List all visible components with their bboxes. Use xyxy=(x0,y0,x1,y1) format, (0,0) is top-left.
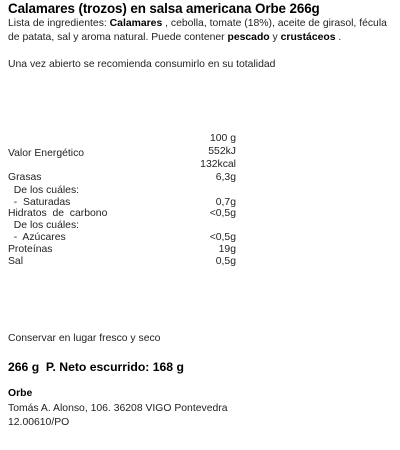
ingredients-text: , cebolla, tomate (18%), aceite de girasol, fécula de patata, sal y aroma natural. Puede contener xyxy=(8,18,387,43)
nutrition-label-fat: Grasas xyxy=(8,172,42,183)
nutrition-label-carbs: Hidratos de carbono xyxy=(8,208,108,219)
manufacturer-registry: 12.00610/PO xyxy=(8,417,70,428)
nutrition-value-salt: 0,5g xyxy=(215,256,236,267)
nutrition-label-of-which-2: De los cuáles: xyxy=(8,220,80,231)
ingredients-list xyxy=(8,17,396,44)
net-weight: 266 g P. Neto escurrido: 168 g xyxy=(8,360,184,374)
nutrition-value-fat: 6,3g xyxy=(215,172,236,183)
nutrition-value-carbs: <0,5g xyxy=(209,208,236,219)
manufacturer-address: Tomás A. Alonso, 106. 36208 VIGO Pontevedra xyxy=(8,403,228,414)
nutrition-label-salt: Sal xyxy=(8,256,24,267)
nutrition-value-sugars: <0,5g xyxy=(209,232,236,243)
ingredient-calamares: Calamares xyxy=(109,18,163,29)
nutrition-value-saturated: 0,7g xyxy=(215,197,236,208)
opened-note: Una vez abierto se recomienda consumirlo en su totalidad xyxy=(8,59,276,70)
energy-label: Valor Energético xyxy=(8,148,85,159)
nutrition-label-saturated: - Saturadas xyxy=(8,197,71,208)
storage-instructions: Conservar en lugar fresco y seco xyxy=(8,333,161,344)
ingredients-connector: y xyxy=(269,31,281,43)
product-title: Calamares (trozos) en salsa americana Orbe 266g xyxy=(8,1,320,16)
allergen-crustaceos: crustáceos xyxy=(280,31,336,43)
energy-kcal: 132kcal xyxy=(200,159,236,170)
energy-kj: 552kJ xyxy=(208,146,236,157)
ingredients-prefix: Lista de ingredientes: xyxy=(8,18,110,29)
nutrition-header: 100 g xyxy=(209,133,236,144)
nutrition-label-of-which-1: De los cuáles: xyxy=(8,185,80,196)
ingredients-end: . xyxy=(335,31,342,43)
nutrition-value-protein: 19g xyxy=(218,244,236,255)
nutrition-label-protein: Proteínas xyxy=(8,244,53,255)
nutrition-label-sugars: - Azúcares xyxy=(8,232,66,243)
manufacturer-brand: Orbe xyxy=(8,388,33,399)
allergen-pescado: pescado xyxy=(227,31,270,43)
